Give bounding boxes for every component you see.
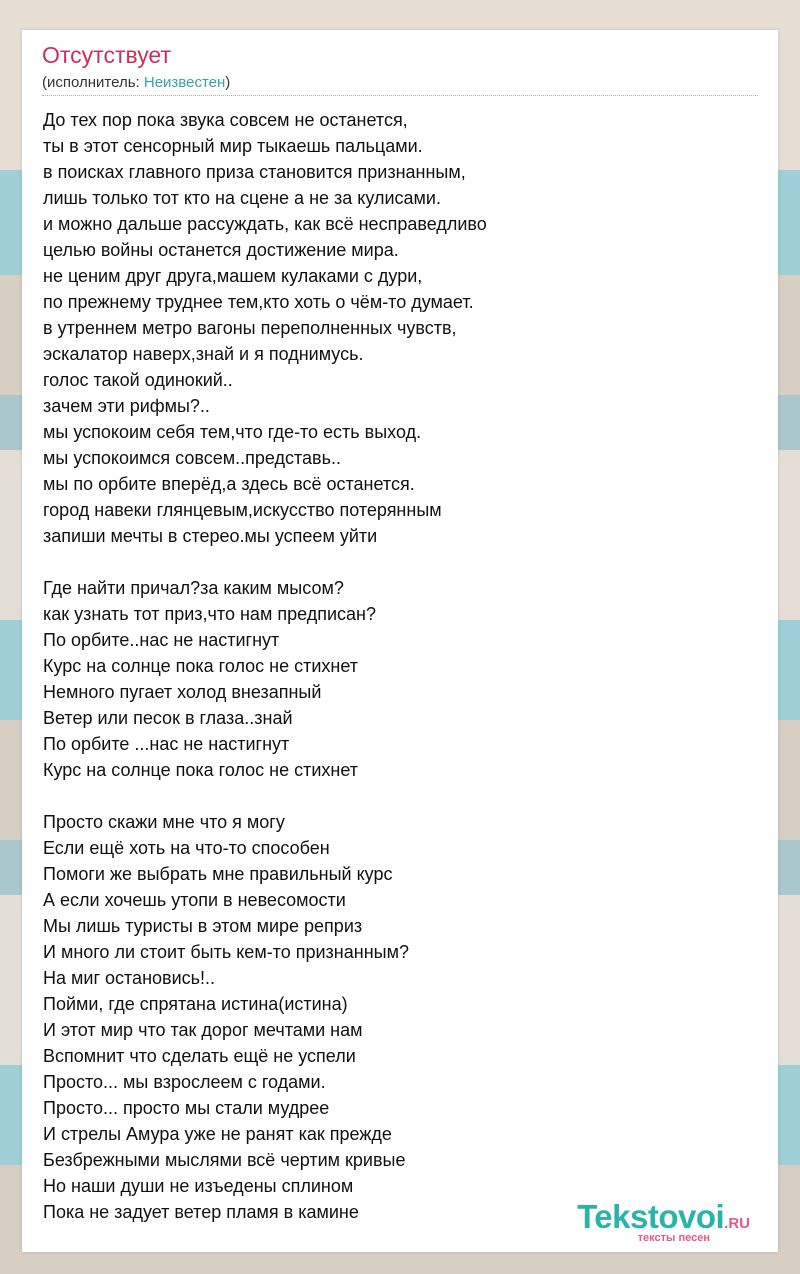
header-divider (42, 95, 758, 96)
lyric-line: По орбите..нас не настигнут (43, 630, 280, 650)
lyric-line: Где найти причал?за каким мысом? (43, 578, 344, 598)
lyric-line: голос такой одинокий.. (43, 370, 233, 390)
artist-prefix: (исполнитель: (42, 74, 144, 91)
artist-link[interactable]: Неизвестен (143, 74, 226, 91)
lyric-line: эскалатор наверх,знай и я поднимусь. (43, 344, 364, 364)
lyric-line: Но наши души не изъедены сплином (43, 1176, 354, 1196)
lyric-blank-line (43, 549, 763, 575)
lyric-blank-line (43, 783, 763, 809)
lyric-line: И много ли стоит быть кем-то признанным? (43, 942, 409, 962)
lyric-line: город навеки глянцевым,искусство потерянным (43, 500, 442, 520)
lyric-line: Мы лишь туристы в этом мире реприз (43, 916, 363, 936)
lyrics-body (43, 107, 763, 1225)
artist-line (42, 74, 230, 91)
site-logo[interactable] (577, 1198, 750, 1244)
lyric-line: в поисках главного приза становится признанным, (43, 162, 466, 182)
lyric-line: и можно дальше рассуждать, как всё несправедливо (43, 214, 487, 234)
lyric-line: мы успокоимся совсем..представь.. (43, 448, 341, 468)
lyric-line: Ветер или песок в глаза..знай (43, 708, 293, 728)
lyric-line: запиши мечты в стерео.мы успеем уйти (43, 526, 378, 546)
lyric-line: По орбите ...нас не настигнут (43, 734, 290, 754)
lyric-line: зачем эти рифмы?.. (43, 396, 210, 416)
lyric-line: Если ещё хоть на что-то способен (43, 838, 330, 858)
lyric-line: До тех пор пока звука совсем не останется, (43, 110, 408, 130)
lyric-line: Помоги же выбрать мне правильный курс (43, 864, 393, 884)
lyric-line: Пока не задует ветер пламя в камине (43, 1202, 359, 1222)
logo-name: Tekstovoi (577, 1198, 725, 1235)
lyric-line: Курс на солнце пока голос не стихнет (43, 656, 359, 676)
lyric-line: по прежнему труднее тем,кто хоть о чём-то думает. (43, 292, 474, 312)
artist-suffix: ) (225, 74, 231, 91)
lyric-line: мы успокоим себя тем,что где-то есть выход. (43, 422, 422, 442)
lyric-line: мы по орбите вперёд,а здесь всё останется. (43, 474, 415, 494)
lyric-line: И этот мир что так дорог мечтами нам (43, 1020, 363, 1040)
lyrics-card (22, 30, 778, 1252)
lyric-line: Пойми, где спрятана истина(истина) (43, 994, 348, 1014)
lyric-line: лишь только тот кто на сцене а не за кулисами. (43, 188, 441, 208)
lyric-line: как узнать тот приз,что нам предписан? (43, 604, 376, 624)
song-title: Отсутствует (42, 42, 171, 68)
lyric-line: На миг остановись!.. (43, 968, 216, 988)
logo-tagline: тексты песен (637, 1232, 710, 1244)
lyric-line: ты в этот сенсорный мир тыкаешь пальцами. (43, 136, 423, 156)
lyric-line: Безбрежными мыслями всё чертим кривые (43, 1150, 406, 1170)
lyric-line: Немного пугает холод внезапный (43, 682, 322, 702)
lyric-line: целью войны останется достижение мира. (43, 240, 399, 260)
logo-tld: .RU (724, 1215, 750, 1232)
lyric-line: Просто... просто мы стали мудрее (43, 1098, 330, 1118)
lyric-line: Курс на солнце пока голос не стихнет (43, 760, 359, 780)
lyric-line: Вспомнит что сделать ещё не успели (43, 1046, 356, 1066)
lyric-line: в утреннем метро вагоны переполненных чувств, (43, 318, 457, 338)
lyric-line: А если хочешь утопи в невесомости (43, 890, 346, 910)
lyric-line: Просто... мы взрослеем с годами. (43, 1072, 326, 1092)
lyric-line: не ценим друг друга,машем кулаками с дури, (43, 266, 423, 286)
lyric-line: Просто скажи мне что я могу (43, 812, 285, 832)
lyric-line: И стрелы Амура уже не ранят как прежде (43, 1124, 392, 1144)
